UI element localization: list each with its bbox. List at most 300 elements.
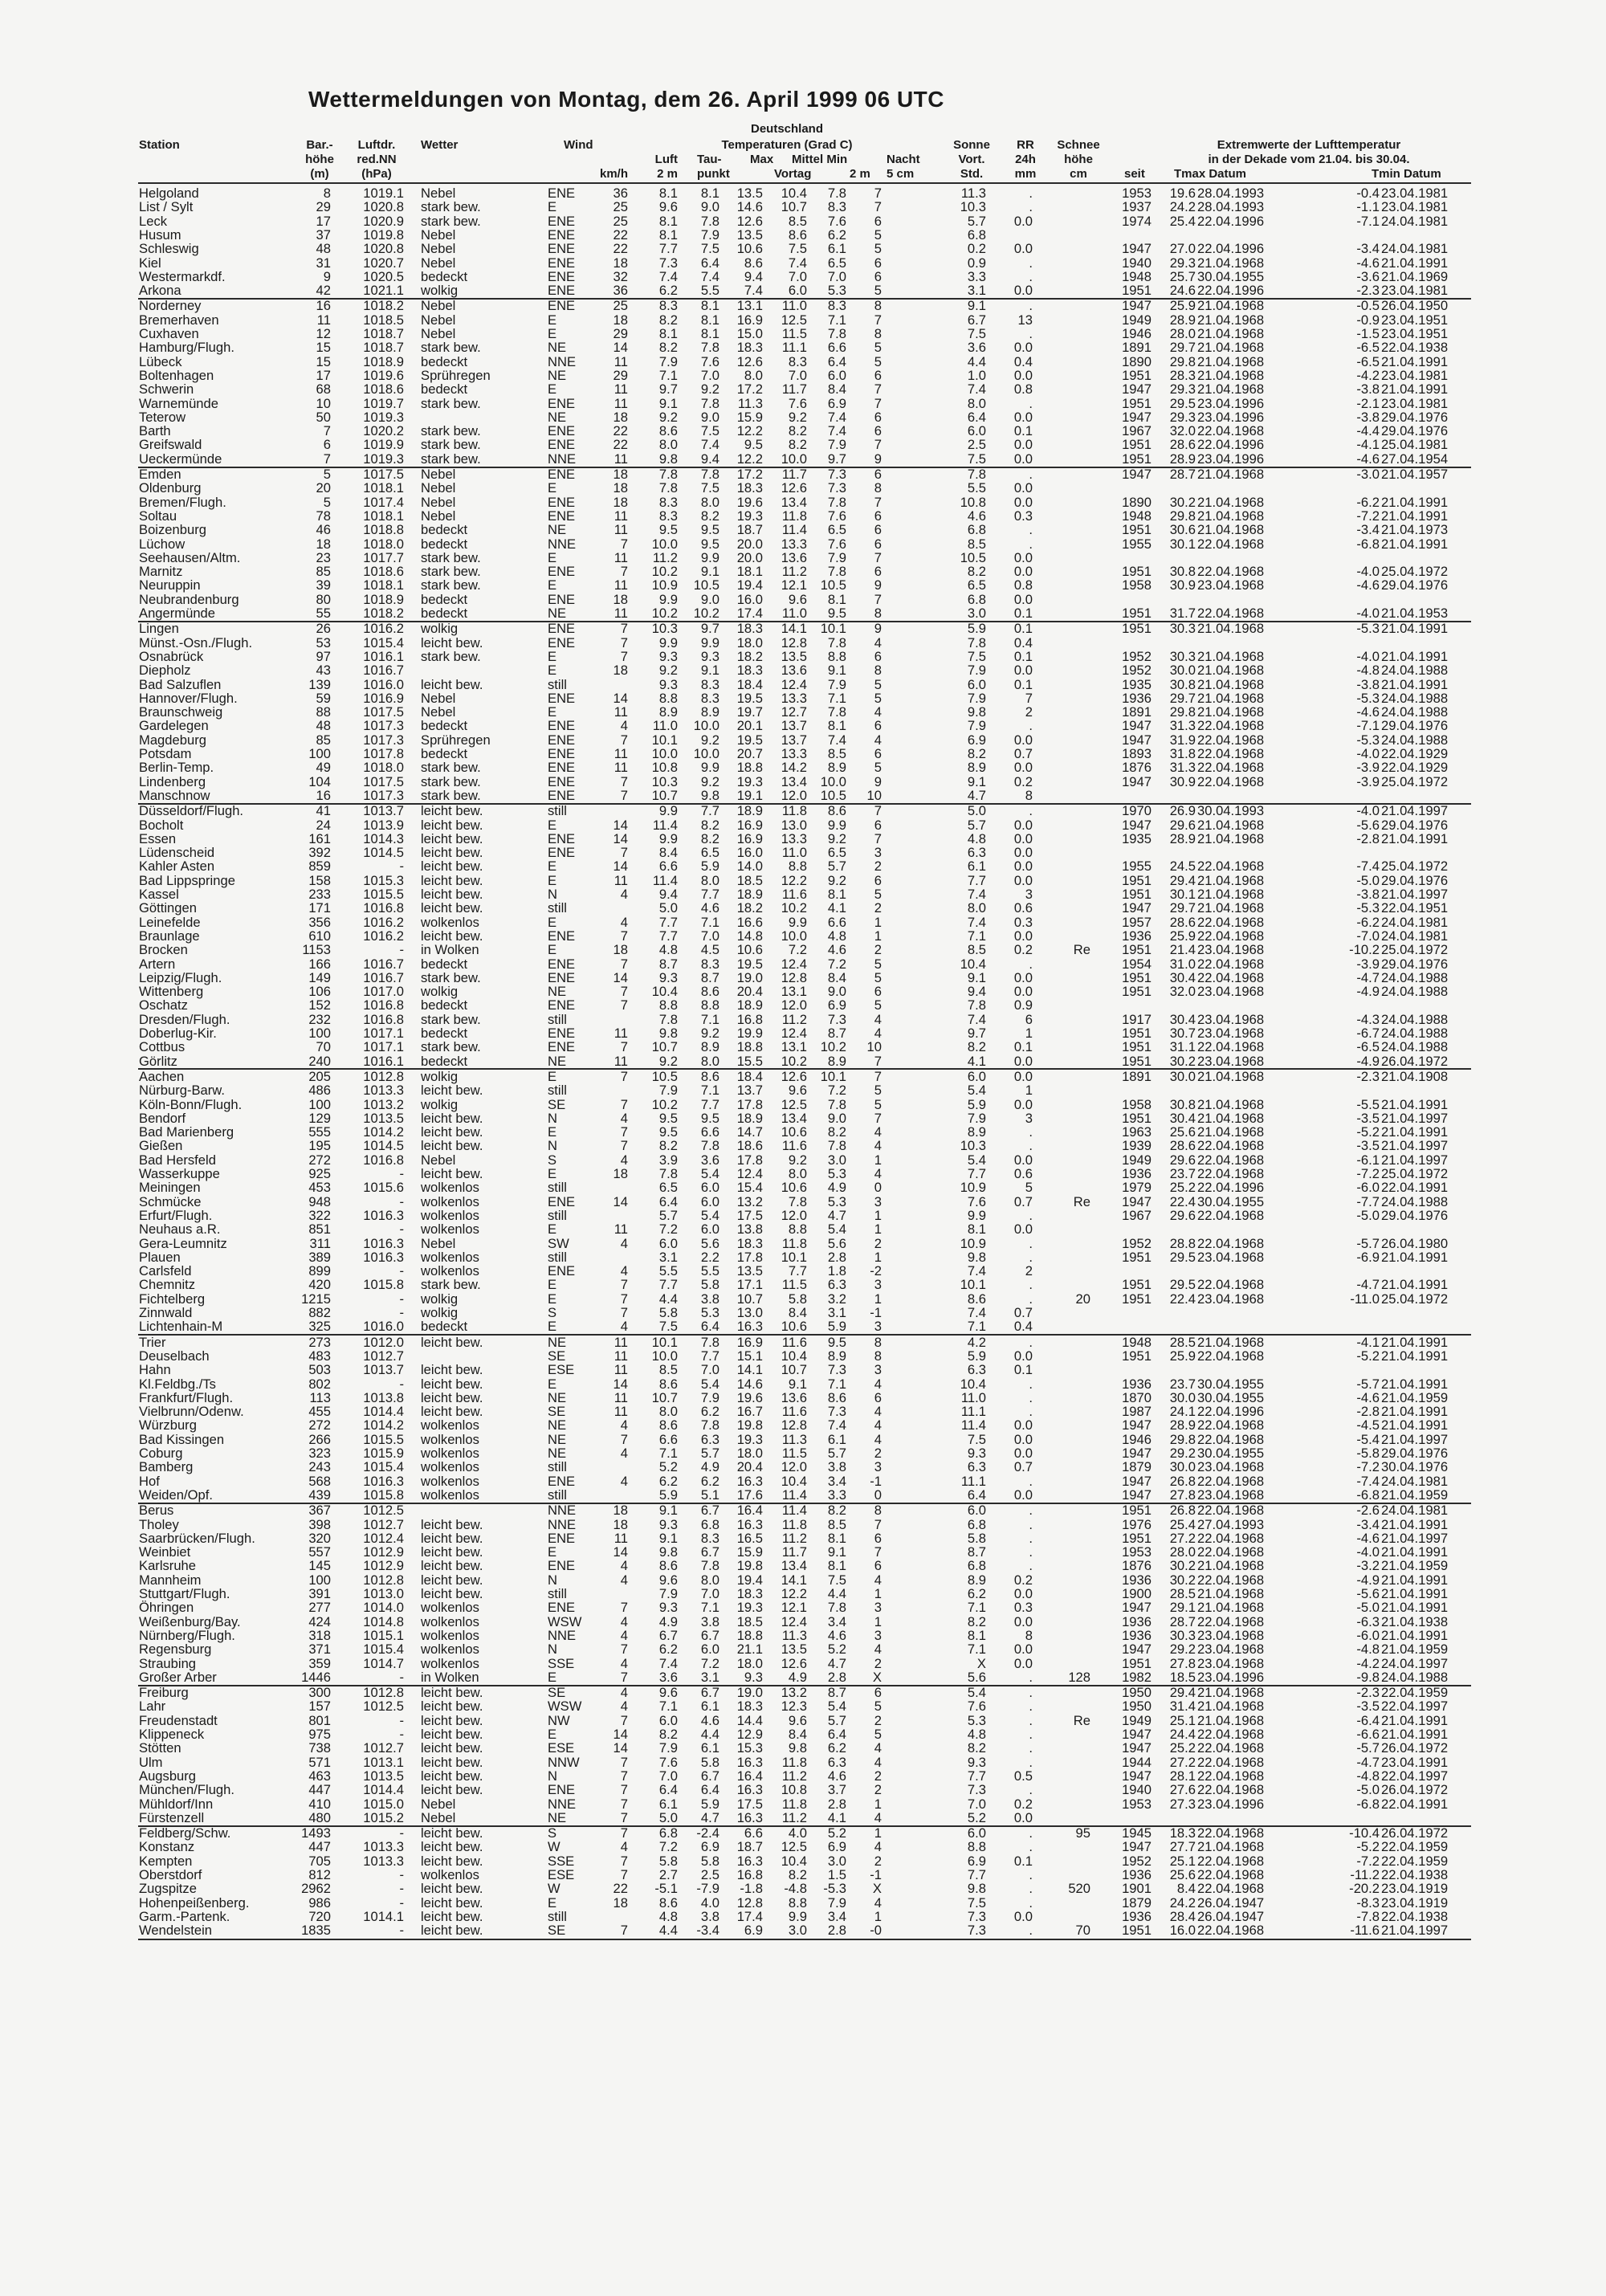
table-row xyxy=(0,1686,1606,1699)
cell-record-min: -5.2 xyxy=(1356,1839,1380,1855)
cell-tmax-prev: 15.1 xyxy=(736,1348,763,1364)
cell-air-temp: 4.9 xyxy=(658,1613,678,1629)
cell-tmin-prev: 3.1 xyxy=(827,1305,846,1320)
cell-since: 1954 xyxy=(1122,956,1152,972)
cell-wind-speed: 14 xyxy=(613,817,628,833)
cell-record-min: -5.0 xyxy=(1356,1782,1380,1798)
cell-station: Weinbiet xyxy=(139,1544,191,1560)
cell-record-max-date: 21.04.1968 xyxy=(1197,1712,1265,1728)
cell-tmean-prev: 8.8 xyxy=(788,858,807,875)
cell-record-max-date: 23.04.1996 xyxy=(1197,409,1265,425)
cell-record-max: 22.4 xyxy=(1169,1193,1196,1209)
cell-rain: 0.0 xyxy=(1013,1152,1033,1168)
cell-dewpoint: -3.4 xyxy=(696,1923,719,1939)
cell-tmax-prev: 18.4 xyxy=(736,676,763,692)
cell-since: 1951 xyxy=(1122,621,1152,637)
cell-record-min-date: 23.04.1981 xyxy=(1381,283,1449,299)
cell-sunshine: 4.6 xyxy=(967,508,986,524)
cell-rain: 0.3 xyxy=(1013,508,1033,524)
cell-weather: bedeckt xyxy=(421,536,468,552)
cell-air-temp: 8.0 xyxy=(658,1404,678,1420)
header-sonne-2: Vort. xyxy=(958,153,985,166)
cell-weather: leicht bew. xyxy=(421,1923,483,1939)
cell-since: 1951 xyxy=(1122,1655,1152,1671)
cell-air-temp: 8.6 xyxy=(658,1558,678,1574)
cell-sunshine: 8.5 xyxy=(967,536,986,552)
cell-night-min: 7 xyxy=(874,1516,882,1532)
cell-night-min: X xyxy=(872,1881,882,1897)
cell-station: Regensburg xyxy=(139,1641,212,1658)
cell-tmax-prev: 8.6 xyxy=(744,255,763,271)
cell-weather: leicht bew. xyxy=(421,1825,483,1841)
cell-dewpoint: 4.6 xyxy=(700,1712,719,1728)
cell-rain: . xyxy=(1029,1530,1033,1546)
cell-height: 24 xyxy=(316,817,331,833)
cell-rain: . xyxy=(1029,1669,1033,1685)
cell-station: Doberlug-Kir. xyxy=(139,1026,217,1041)
cell-wind-speed: 36 xyxy=(613,283,628,299)
cell-station: Husum xyxy=(139,226,181,243)
cell-pressure: 1016.8 xyxy=(363,1011,404,1027)
cell-pressure: 1017.8 xyxy=(363,746,404,761)
cell-wind-dir: ENE xyxy=(548,830,576,846)
cell-tmin-prev: 4.4 xyxy=(827,1586,846,1601)
cell-pressure: 1017.0 xyxy=(363,984,404,1000)
cell-night-min: 7 xyxy=(874,1110,882,1126)
cell-wind-dir: ENE xyxy=(548,1193,576,1209)
cell-since: 1976 xyxy=(1122,1516,1152,1532)
cell-sunshine: 6.2 xyxy=(967,1586,986,1601)
cell-since: 1947 xyxy=(1122,1727,1152,1742)
cell-since: 1951 xyxy=(1122,1277,1152,1293)
cell-tmean-prev: 13.7 xyxy=(781,732,807,748)
cell-record-max: 29.2 xyxy=(1169,1641,1196,1658)
cell-height: 557 xyxy=(308,1544,331,1560)
cell-wind-dir: SE xyxy=(548,1685,566,1701)
cell-wind-speed: 36 xyxy=(613,186,628,201)
table-row xyxy=(0,341,1606,354)
cell-record-min: -3.8 xyxy=(1356,887,1380,902)
cell-tmin-prev: 7.8 xyxy=(827,326,846,341)
cell-air-temp: 8.6 xyxy=(658,423,678,439)
cell-dewpoint: 6.8 xyxy=(700,1516,719,1532)
cell-air-temp: 9.8 xyxy=(658,1026,678,1041)
cell-tmin-prev: 2.8 xyxy=(827,1923,846,1939)
cell-record-min: -3.4 xyxy=(1356,241,1380,257)
cell-sunshine: 7.6 xyxy=(967,1699,986,1715)
cell-sunshine: 5.9 xyxy=(967,1348,986,1364)
cell-since: 1952 xyxy=(1122,648,1152,664)
cell-weather: Nebel xyxy=(421,226,456,243)
cell-weather: Nebel xyxy=(421,704,456,720)
cell-dewpoint: 6.9 xyxy=(700,1839,719,1855)
cell-wind-speed: 7 xyxy=(620,1754,628,1770)
cell-sunshine: 3.1 xyxy=(967,283,986,299)
cell-tmax-prev: 18.8 xyxy=(736,760,763,776)
cell-record-min: -6.8 xyxy=(1356,1486,1380,1503)
cell-sunshine: 5.7 xyxy=(967,213,986,229)
cell-sunshine: 4.8 xyxy=(967,1727,986,1742)
cell-since: 1951 xyxy=(1122,606,1152,621)
header-luftdr-3: (hPa) xyxy=(361,167,392,181)
cell-air-temp: 8.1 xyxy=(658,186,678,201)
cell-tmean-prev: 9.6 xyxy=(788,1083,807,1099)
cell-tmean-prev: 13.5 xyxy=(781,648,807,664)
cell-record-max-date: 21.04.1968 xyxy=(1197,704,1265,720)
cell-record-max: 24.6 xyxy=(1169,283,1196,299)
cell-record-max-date: 21.04.1968 xyxy=(1197,830,1265,846)
cell-record-max-date: 27.04.1993 xyxy=(1197,1516,1265,1532)
cell-wind-dir: N xyxy=(548,1110,557,1126)
cell-sunshine: 6.5 xyxy=(967,577,986,593)
cell-since: 1940 xyxy=(1122,255,1152,271)
cell-wind-dir: NE xyxy=(548,1809,567,1825)
cell-record-max: 30.1 xyxy=(1169,887,1196,902)
cell-height: 171 xyxy=(308,900,331,916)
cell-air-temp: 6.2 xyxy=(658,1641,678,1658)
cell-pressure: 1018.8 xyxy=(363,522,404,538)
cell-tmax-prev: 12.8 xyxy=(736,1894,763,1911)
cell-since: 1951 xyxy=(1122,437,1152,453)
cell-height: 391 xyxy=(308,1586,331,1601)
table-row xyxy=(0,901,1606,915)
cell-record-max-date: 23.04.1968 xyxy=(1197,1627,1265,1643)
cell-since: 1951 xyxy=(1122,969,1152,985)
cell-night-min: 6 xyxy=(874,423,882,439)
table-row xyxy=(0,424,1606,438)
header-dekade: in der Dekade vom 21.04. bis 30.04. xyxy=(1208,153,1410,166)
cell-wind-speed: 11 xyxy=(613,1404,628,1420)
table-row xyxy=(0,1139,1606,1152)
cell-weather: leicht bew. xyxy=(421,1894,483,1911)
cell-rain: 1 xyxy=(1025,1083,1033,1099)
cell-air-temp: 7.8 xyxy=(658,480,678,496)
cell-tmax-prev: 6.9 xyxy=(744,1923,763,1939)
cell-rain: 0.8 xyxy=(1013,381,1033,398)
cell-tmean-prev: 12.8 xyxy=(781,969,807,985)
cell-since: 1876 xyxy=(1122,760,1152,776)
cell-wind-dir: ENE xyxy=(548,508,576,524)
cell-wind-speed: 25 xyxy=(613,213,628,229)
cell-tmean-prev: 13.7 xyxy=(781,718,807,734)
cell-pressure: 1017.5 xyxy=(363,773,404,789)
cell-tmax-prev: 16.3 xyxy=(736,1473,763,1489)
cell-station: Freiburg xyxy=(139,1685,189,1701)
cell-wind-dir: still xyxy=(548,1207,567,1223)
cell-height: 738 xyxy=(308,1740,331,1756)
cell-since: 1947 xyxy=(1122,409,1152,425)
cell-tmax-prev: 18.8 xyxy=(736,1039,763,1055)
cell-station: Bad Hersfeld xyxy=(139,1152,216,1168)
cell-tmean-prev: 12.6 xyxy=(781,1655,807,1671)
cell-dewpoint: 9.2 xyxy=(700,381,719,398)
cell-dewpoint: 10.0 xyxy=(693,718,719,734)
header-seit: seit xyxy=(1124,167,1145,181)
cell-station: Düsseldorf/Flugh. xyxy=(139,803,244,819)
cell-record-min-date: 21.04.1991 xyxy=(1381,1124,1449,1140)
cell-pressure: 1014.7 xyxy=(363,1655,404,1671)
cell-night-min: 6 xyxy=(874,1558,882,1574)
cell-record-min: -7.1 xyxy=(1356,718,1380,734)
cell-rain: 0.4 xyxy=(1013,353,1033,369)
cell-record-min: -7.1 xyxy=(1356,213,1380,229)
table-row xyxy=(0,1518,1606,1531)
cell-tmean-prev: 11.4 xyxy=(781,1503,807,1519)
cell-dewpoint: 7.8 xyxy=(700,1334,719,1350)
cell-sunshine: 9.1 xyxy=(967,969,986,985)
cell-record-min-date: 29.04.1976 xyxy=(1381,1446,1449,1461)
cell-tmin-prev: 7.9 xyxy=(827,549,846,565)
cell-night-min: 3 xyxy=(874,1193,882,1209)
cell-record-min-date: 21.04.1991 xyxy=(1381,1376,1449,1392)
cell-night-min: 7 xyxy=(874,1544,882,1560)
cell-dewpoint: 8.0 xyxy=(700,872,719,888)
cell-station: Fichtelberg xyxy=(139,1291,206,1307)
cell-rain: 0.6 xyxy=(1013,900,1033,916)
cell-rain: . xyxy=(1029,1207,1033,1223)
cell-sunshine: 5.7 xyxy=(967,817,986,833)
cell-dewpoint: 7.6 xyxy=(700,353,719,369)
cell-dewpoint: 8.3 xyxy=(700,676,719,692)
cell-record-max: 30.8 xyxy=(1169,676,1196,692)
cell-station: Leipzig/Flugh. xyxy=(139,969,222,985)
cell-record-max-date: 23.04.1996 xyxy=(1197,395,1265,411)
cell-wind-speed: 7 xyxy=(620,1431,628,1447)
cell-weather: leicht bew. xyxy=(421,1699,483,1715)
header-max: Max xyxy=(750,153,774,166)
cell-rain: 0.7 xyxy=(1013,1193,1033,1209)
cell-wind-dir: ENE xyxy=(548,787,576,803)
cell-air-temp: 8.6 xyxy=(658,1376,678,1392)
cell-since: 1947 xyxy=(1122,381,1152,398)
cell-wind-dir: ENE xyxy=(548,226,576,243)
cell-height: 453 xyxy=(308,1180,331,1196)
cell-height: 233 xyxy=(308,887,331,902)
cell-tmin-prev: 6.2 xyxy=(827,226,846,243)
cell-air-temp: 7.0 xyxy=(658,1768,678,1784)
table-row xyxy=(0,1111,1606,1125)
cell-record-min: -4.1 xyxy=(1356,1334,1380,1350)
cell-night-min: 3 xyxy=(874,1277,882,1293)
cell-record-max: 29.6 xyxy=(1169,1152,1196,1168)
cell-night-min: 6 xyxy=(874,213,882,229)
cell-station: Soltau xyxy=(139,508,177,524)
table-row xyxy=(0,705,1606,719)
cell-wind-dir: N xyxy=(548,1641,557,1658)
cell-tmin-prev: 5.6 xyxy=(827,1235,846,1251)
cell-tmean-prev: 10.6 xyxy=(781,1180,807,1196)
cell-wind-dir: E xyxy=(548,942,557,958)
cell-record-min: -4.6 xyxy=(1356,451,1380,467)
cell-since: 1951 xyxy=(1122,367,1152,383)
cell-since: 1952 xyxy=(1122,1235,1152,1251)
cell-tmean-prev: 5.8 xyxy=(788,1291,807,1307)
cell-air-temp: 11.2 xyxy=(652,549,678,565)
cell-air-temp: 7.9 xyxy=(658,353,678,369)
table-row xyxy=(0,818,1606,832)
cell-night-min: 9 xyxy=(874,621,882,637)
cell-tmean-prev: 11.4 xyxy=(781,522,807,538)
cell-pressure: 1013.3 xyxy=(363,1083,404,1099)
cell-wind-dir: ENE xyxy=(548,732,576,748)
cell-sunshine: 8.9 xyxy=(967,1572,986,1588)
cell-station: Gießen xyxy=(139,1138,183,1154)
cell-dewpoint: 7.7 xyxy=(700,1096,719,1112)
cell-wind-speed: 22 xyxy=(613,226,628,243)
cell-wind-dir: S xyxy=(548,1305,557,1320)
cell-night-min: 6 xyxy=(874,564,882,580)
cell-record-max: 16.0 xyxy=(1169,1923,1196,1939)
cell-tmean-prev: 8.2 xyxy=(788,423,807,439)
table-row xyxy=(0,761,1606,774)
cell-tmin-prev: 4.1 xyxy=(827,1809,846,1825)
cell-night-min: 9 xyxy=(874,451,882,467)
cell-tmean-prev: 12.4 xyxy=(781,1026,807,1041)
cell-height: 359 xyxy=(308,1655,331,1671)
cell-wind-dir: E xyxy=(548,326,557,341)
cell-dewpoint: 7.8 xyxy=(700,467,719,482)
cell-record-min-date: 21.04.1959 xyxy=(1381,1486,1449,1503)
cell-sunshine: 5.6 xyxy=(967,1669,986,1685)
cell-since: 1951 xyxy=(1122,1039,1152,1055)
table-row xyxy=(0,1167,1606,1181)
cell-tmax-prev: 15.3 xyxy=(736,1740,763,1756)
cell-weather: wolkig xyxy=(421,1305,459,1320)
header-rr-3: mm xyxy=(1014,167,1037,181)
cell-dewpoint: 8.9 xyxy=(700,1039,719,1055)
cell-tmean-prev: 10.4 xyxy=(781,1348,807,1364)
cell-tmean-prev: 11.8 xyxy=(781,1754,807,1770)
cell-record-max-date: 21.04.1968 xyxy=(1197,887,1265,902)
cell-sunshine: 6.8 xyxy=(967,1516,986,1532)
cell-since: 1947 xyxy=(1122,298,1152,314)
cell-night-min: 5 xyxy=(874,353,882,369)
cell-pressure: 1012.7 xyxy=(363,1740,404,1756)
cell-record-max: 28.5 xyxy=(1169,1334,1196,1350)
cell-station: Weiden/Opf. xyxy=(139,1486,213,1503)
cell-record-max: 30.4 xyxy=(1169,969,1196,985)
cell-tmean-prev: 12.5 xyxy=(781,1839,807,1855)
table-row xyxy=(0,1083,1606,1097)
cell-weather: wolkenlos xyxy=(421,1867,479,1882)
cell-pressure: 1015.5 xyxy=(363,887,404,902)
cell-sunshine: 10.3 xyxy=(960,199,986,215)
cell-sunshine: 7.1 xyxy=(967,1319,986,1335)
cell-record-min: -4.0 xyxy=(1356,648,1380,664)
cell-rain: 0.7 xyxy=(1013,1305,1033,1320)
cell-record-min-date: 22.04.1959 xyxy=(1381,1853,1449,1869)
cell-dewpoint: 5.8 xyxy=(700,1754,719,1770)
cell-wind-dir: NE xyxy=(548,522,567,538)
cell-wind-dir: still xyxy=(548,1586,567,1601)
cell-weather: wolkenlos xyxy=(421,1613,479,1629)
cell-wind-dir: NNE xyxy=(548,353,577,369)
table-row xyxy=(0,1756,1606,1769)
cell-record-min: -6.2 xyxy=(1356,494,1380,510)
header-station: Station xyxy=(139,138,180,152)
cell-wind-speed: 18 xyxy=(613,480,628,496)
cell-record-min-date: 21.04.1991 xyxy=(1381,1404,1449,1420)
cell-record-min: -7.0 xyxy=(1356,928,1380,944)
cell-pressure: 1015.4 xyxy=(363,1459,404,1475)
cell-rain: 0.0 xyxy=(1013,830,1033,846)
cell-rain: 0.0 xyxy=(1013,663,1033,679)
cell-record-min: -3.2 xyxy=(1356,1558,1380,1574)
cell-night-min: 6 xyxy=(874,1530,882,1546)
cell-record-min: -2.3 xyxy=(1356,1685,1380,1701)
cell-height: 157 xyxy=(308,1699,331,1715)
cell-record-max: 27.6 xyxy=(1169,1782,1196,1798)
table-row xyxy=(0,1910,1606,1923)
cell-tmean-prev: 8.3 xyxy=(788,353,807,369)
cell-record-min-date: 25.04.1972 xyxy=(1381,858,1449,875)
cell-air-temp: 8.0 xyxy=(658,437,678,453)
cell-record-max-date: 22.04.1996 xyxy=(1197,241,1265,257)
cell-night-min: 6 xyxy=(874,718,882,734)
cell-wind-dir: E xyxy=(548,1221,557,1238)
cell-tmax-prev: 16.9 xyxy=(736,817,763,833)
cell-weather: wolkig xyxy=(421,1096,459,1112)
cell-tmean-prev: 13.5 xyxy=(781,1641,807,1658)
cell-night-min: 4 xyxy=(874,1166,882,1181)
cell-record-min-date: 21.04.1991 xyxy=(1381,536,1449,552)
cell-station: Teterow xyxy=(139,409,186,425)
cell-dewpoint: 8.2 xyxy=(700,508,719,524)
cell-wind-dir: S xyxy=(548,1825,557,1841)
cell-wind-speed: 4 xyxy=(620,1110,628,1126)
header-bar-3: (m) xyxy=(310,167,329,181)
header-temperaturen: Temperaturen (Grad C) xyxy=(721,138,853,152)
cell-record-max-date: 30.04.1955 xyxy=(1197,1376,1265,1392)
cell-tmean-prev: 7.5 xyxy=(788,241,807,257)
cell-sunshine: 7.5 xyxy=(967,326,986,341)
cell-wind-speed: 7 xyxy=(620,621,628,637)
cell-record-max-date: 22.04.1968 xyxy=(1197,1768,1265,1784)
cell-tmin-prev: 10.2 xyxy=(820,1039,846,1055)
cell-air-temp: 8.5 xyxy=(658,1362,678,1378)
cell-record-min: -0.9 xyxy=(1356,312,1380,328)
cell-tmin-prev: 7.9 xyxy=(827,676,846,692)
cell-tmean-prev: 9.6 xyxy=(788,1712,807,1728)
cell-record-max: 30.7 xyxy=(1169,1026,1196,1041)
cell-wind-speed: 7 xyxy=(620,928,628,944)
cell-dewpoint: 7.8 xyxy=(700,1417,719,1433)
table-row xyxy=(0,1391,1606,1405)
cell-tmean-prev: 11.4 xyxy=(781,1486,807,1503)
cell-record-max-date: 23.04.1968 xyxy=(1197,577,1265,593)
table-row xyxy=(0,551,1606,565)
cell-record-max-date: 22.04.1968 xyxy=(1197,1207,1265,1223)
cell-station: Wendelstein xyxy=(139,1923,213,1939)
cell-wind-speed: 7 xyxy=(620,984,628,1000)
cell-dewpoint: 5.4 xyxy=(700,1376,719,1392)
cell-height: 100 xyxy=(308,1096,331,1112)
cell-tmin-prev: 4.6 xyxy=(827,942,846,958)
cell-sunshine: 6.9 xyxy=(967,1853,986,1869)
cell-record-max: 8.4 xyxy=(1176,1881,1196,1897)
cell-rain: 0.0 xyxy=(1013,409,1033,425)
cell-pressure: - xyxy=(399,1894,404,1911)
table-row xyxy=(0,256,1606,270)
cell-weather: stark bew. xyxy=(421,648,481,664)
cell-station: Ueckermünde xyxy=(139,451,222,467)
cell-tmean-prev: 9.9 xyxy=(788,914,807,930)
cell-since: 1951 xyxy=(1122,395,1152,411)
cell-rain: . xyxy=(1029,1376,1033,1392)
cell-weather: bedeckt xyxy=(421,746,468,761)
cell-air-temp: 9.7 xyxy=(658,381,678,398)
cell-tmax-prev: 12.2 xyxy=(736,423,763,439)
